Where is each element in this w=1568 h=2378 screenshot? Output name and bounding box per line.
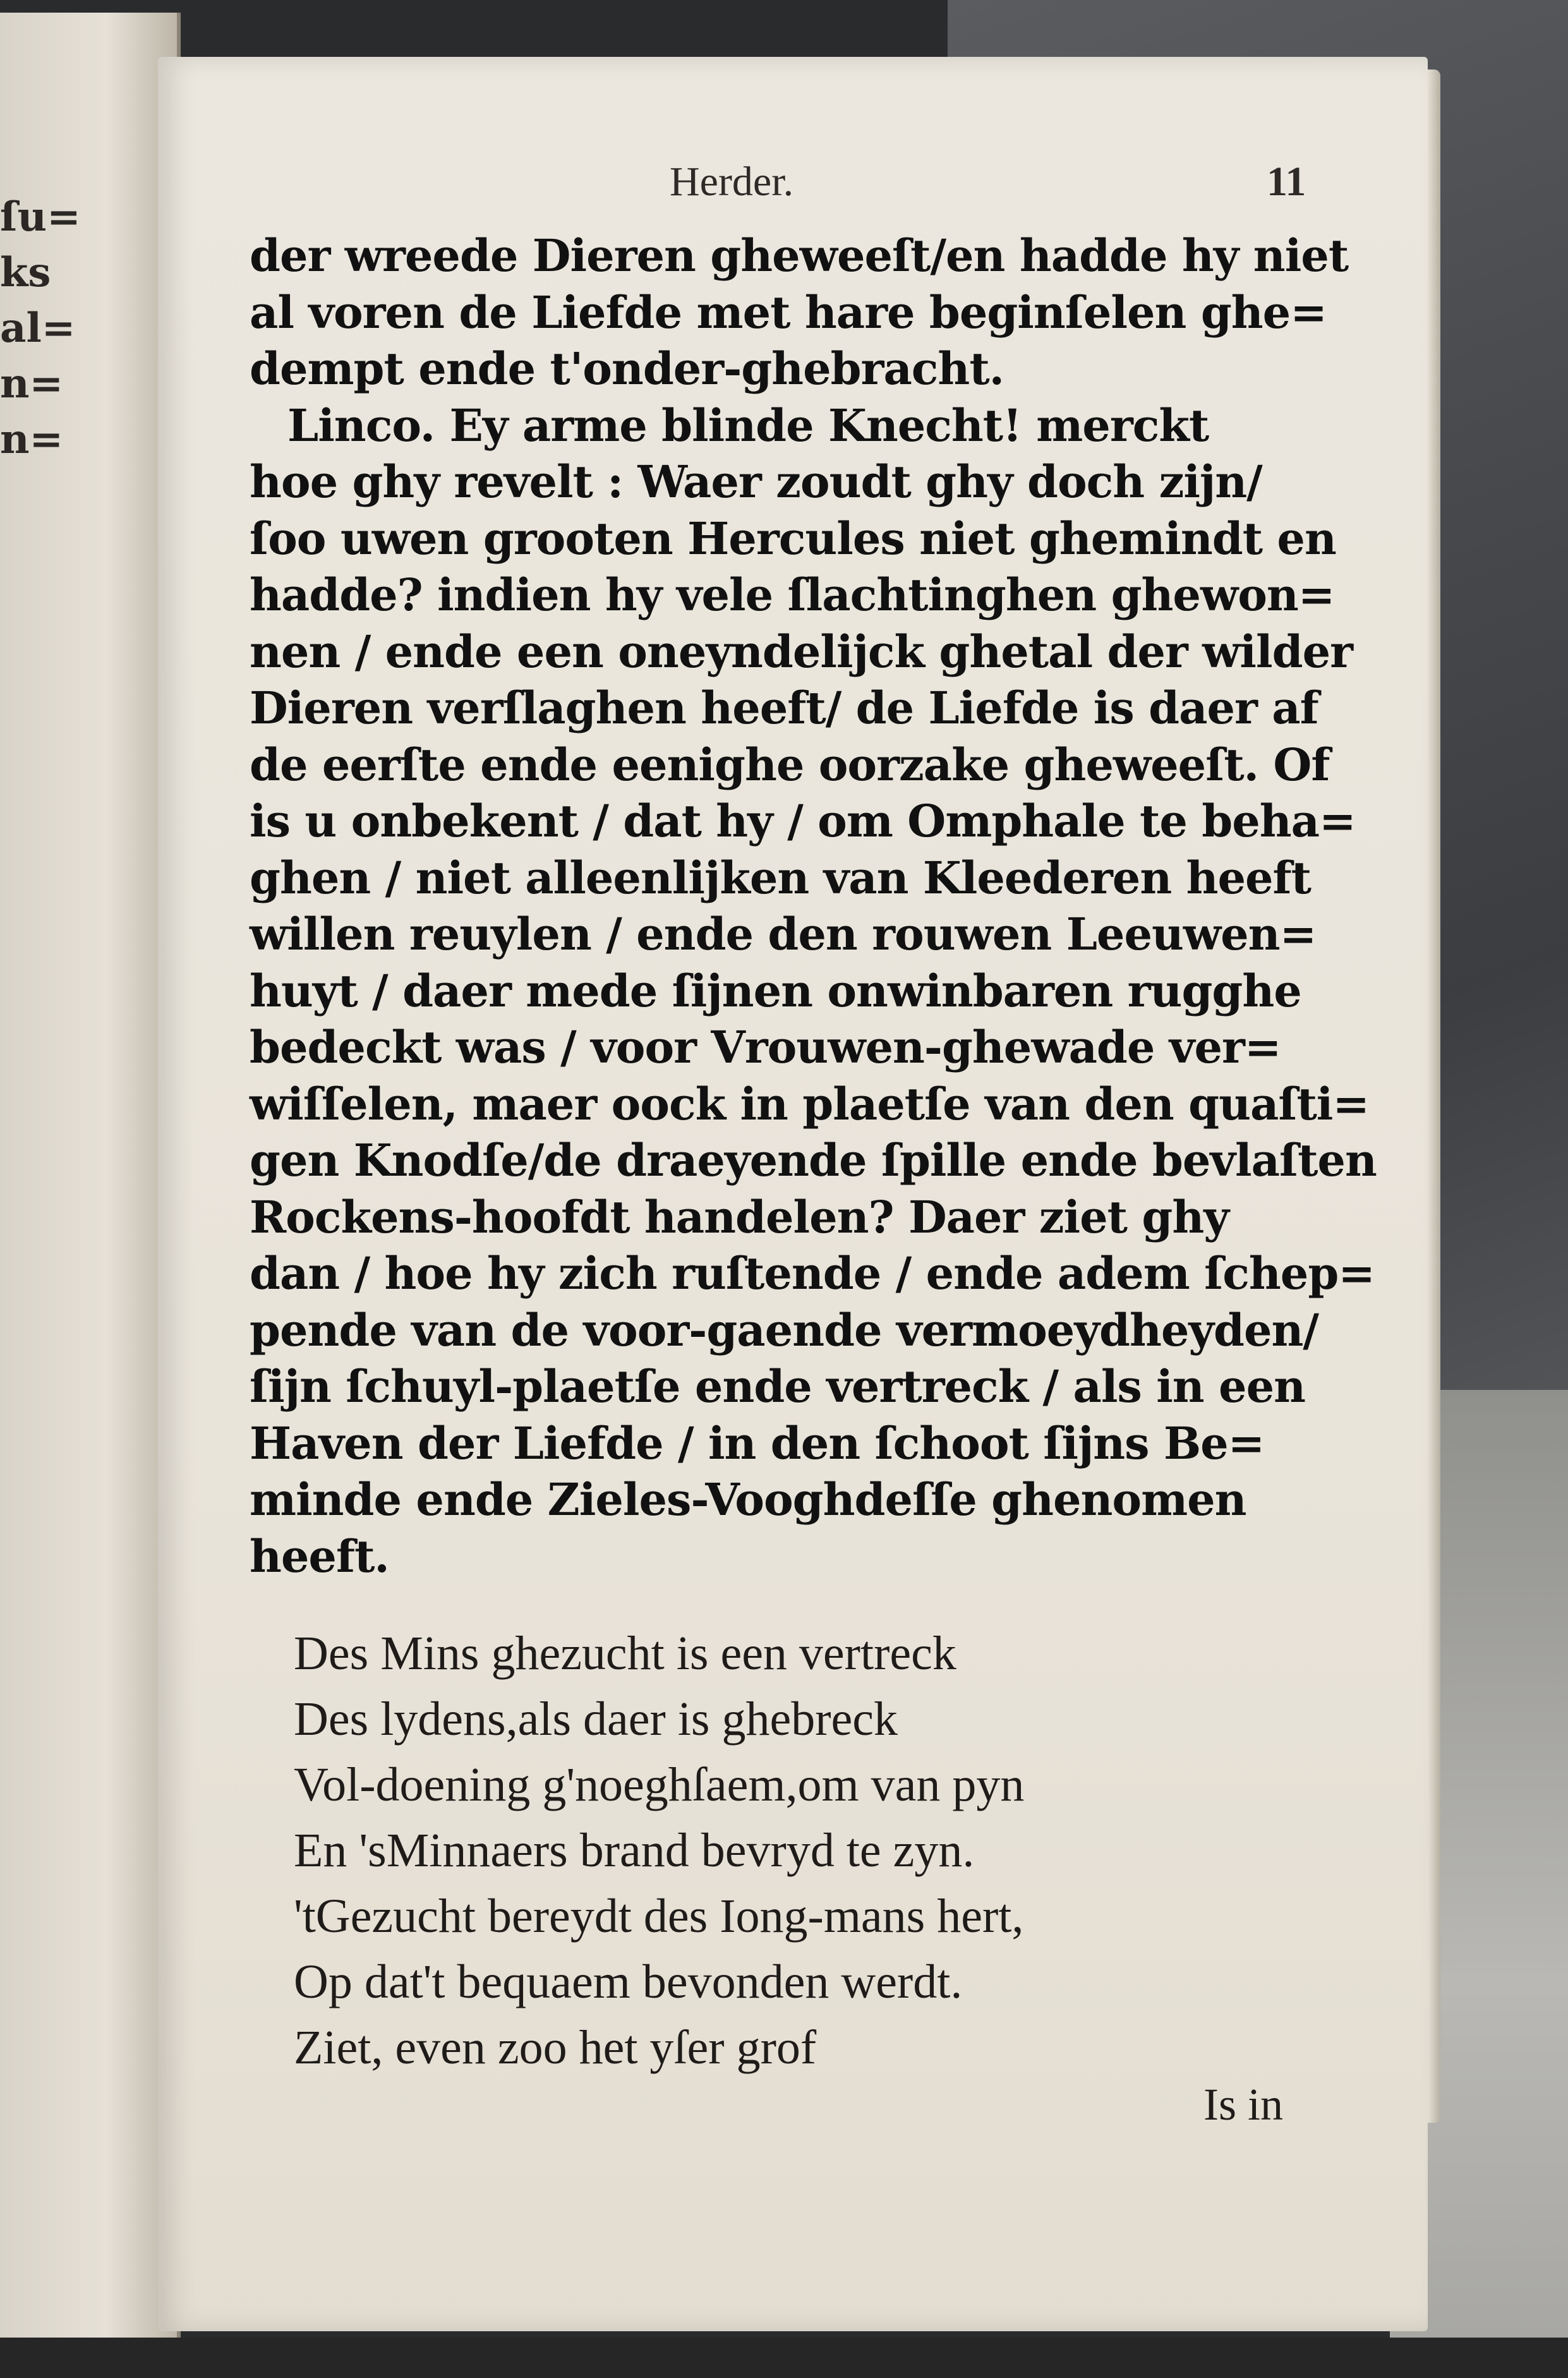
text-line: dan / hoe hy zich ruſtende / ende adem ſchep= [250, 1247, 1375, 1300]
verse-line: En 'sMinnaers brand bevryd te zyn. [294, 1824, 975, 1877]
left-page [0, 13, 181, 2350]
text-line: huyt / daer mede ſijnen onwinbaren rugghe [250, 964, 1301, 1017]
left-fragment: ſu= [0, 193, 81, 241]
text-line: pende van de voor-gaende vermoeydheyden/ [250, 1303, 1318, 1356]
text-line: Dieren verſlaghen heeft/ de Liefde is daer af [250, 682, 1318, 734]
verse-line: 'tGezucht bereydt des Iong-mans hert, [294, 1890, 1024, 1943]
text-line: wiſſelen, maer oock in plaetſe van den quaſti= [250, 1077, 1370, 1130]
verse-line: Op dat't bequaem bevonden werdt. [294, 1955, 963, 2008]
text-line: nen / ende een oneyndelijck ghetal der wilder [250, 625, 1353, 678]
text-line: hoe ghy revelt : Waer zoudt ghy doch zijn/ [250, 456, 1262, 508]
verse-line: Des Mins ghezucht is een vertreck [294, 1627, 956, 1680]
verse-line: Vol-doening g'noeghſaem,om van pyn [294, 1758, 1025, 1811]
bottom-shadow [0, 2338, 1568, 2378]
text-line: ſoo uwen grooten Hercules niet ghemindt en [250, 512, 1336, 565]
verse-block [294, 1621, 1305, 2080]
text-line: heeft. [250, 1530, 389, 1583]
text-line: de eerſte ende eenighe oorzake gheweeſt. Of [250, 738, 1330, 791]
text-line: al voren de Liefde met hare beginſelen ghe= [250, 286, 1327, 339]
text-line: der wreede Dieren gheweeſt/en hadde hy niet [250, 229, 1349, 282]
left-fragment: al= [0, 305, 76, 352]
text-line: Linco. Ey arme blinde Knecht! merckt [287, 399, 1209, 452]
text-line: dempt ende t'onder-ghebracht. [250, 342, 1004, 395]
left-fragment: n= [0, 360, 64, 407]
page-number: 11 [1267, 159, 1306, 205]
catchword: Is in [1203, 2079, 1283, 2130]
text-line: is u onbekent / dat hy / om Omphale te beha= [250, 795, 1356, 847]
text-line: ghen / niet alleenlijken van Kleederen heeft [250, 851, 1311, 904]
left-fragment: ks [0, 249, 51, 296]
text-line: willen reuylen / ende den rouwen Leeuwen= [250, 908, 1317, 960]
running-head: Herder. [670, 159, 794, 205]
text-line: hadde? indien hy vele ſlachtinghen ghewon= [250, 569, 1335, 621]
text-line: gen Knodſe/de draeyende ſpille ende bevlaſten [250, 1134, 1377, 1186]
verse-line: Des lydens,als daer is ghebreck [294, 1693, 898, 1746]
text-line: bedeckt was / voor Vrouwen-ghewade ver= [250, 1021, 1281, 1073]
verse-line: Ziet, even zoo het yſer grof [294, 2021, 817, 2074]
left-fragment: n= [0, 416, 64, 463]
text-line: ſijn ſchuyl-plaetſe ende vertreck / als in een [250, 1360, 1306, 1413]
text-line: Haven der Liefde / in den ſchoot ſijns Be= [250, 1416, 1265, 1470]
text-line: Rockens-hoofdt handelen? Daer ziet ghy [250, 1190, 1229, 1243]
text-line: minde ende Zieles-Vooghdeſſe ghenomen [250, 1473, 1246, 1526]
prose-body [250, 227, 1377, 1584]
left-page-fragments [0, 190, 82, 468]
